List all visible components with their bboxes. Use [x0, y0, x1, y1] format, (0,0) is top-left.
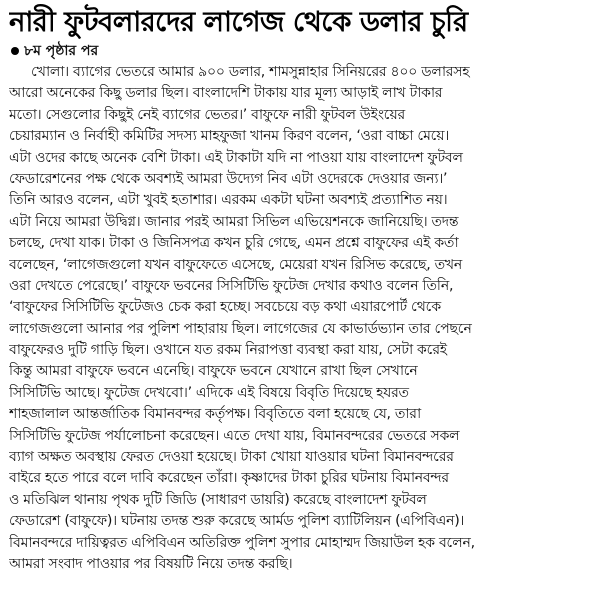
body-line: আরো অনেকের কিছু ডলার ছিল। বাংলাদেশি টাকায় যার মূল্য আড়াই লাখ টাকার: [9, 85, 443, 102]
body-line: সিসিটিভি ফুটেজ পর্যালোচনা করেছেন। এতে দেখা যায়, বিমানবন্দরের ভেতরে সকল: [9, 427, 460, 444]
body-line: ব্যাগ অক্ষত অবস্থায় ফেরত দেওয়া হয়েছে। টাকা খোয়া যাওয়ার ঘটনা বিমানবন্দরের: [9, 449, 454, 466]
bullet-icon: [11, 47, 19, 55]
body-line: বিমানবন্দরে দায়িত্বরত এপিবিএন অতিরিক্ত পুলিশ সুপার মোহাম্মদ জিয়াউল হক বলেন,: [9, 534, 475, 551]
body-line: মতো। সেগুলোর কিছুই নেই ব্যাগের ভেতর।’ বাফুফে নারী ফুটবল উইংয়ের: [9, 106, 405, 123]
continuation-marker: [9, 41, 584, 61]
body-line: তিনি আরও বলেন, এটা খুবই হতাশার। এরকম একটা ঘটনা অবশ্যই প্রত্যাশিত নয়।: [9, 192, 448, 209]
body-line: বাইরে হতে পারে বলে দাবি করেছেন তাঁরা। কৃষ্ণাদের টাকা চুরির ঘটনায় বিমানবন্দর: [9, 470, 449, 487]
body-line: বাফুফেরও দুটি গাড়ি ছিল। ওখানে যত রকম নিরাপত্তা ব্যবস্থা করা যায়, সেটা করেই: [9, 342, 447, 359]
body-line: লাগেজগুলো আনার পর পুলিশ পাহারায় ছিল। লাগেজের যে কাভার্ডভ্যান তার পেছনে: [9, 320, 472, 337]
body-line: আমরা সংবাদ পাওয়ার পর বিষয়টি নিয়ে তদন্ত করছি।: [9, 555, 293, 572]
body-line: এটা নিয়ে আমরা উদ্বিগ্ন। জানার পরই আমরা সিভিল এভিয়েশনকে জানিয়েছি। তদন্ত: [9, 213, 459, 230]
continuation-text: ৮ম পৃষ্ঠার পর: [24, 43, 99, 59]
article-body: [9, 62, 584, 575]
body-line: ‘বাফুফের সিসিটিভি ফুটেজও চেক করা হচ্ছে। সবচেয়ে বড় কথা এয়ারপোর্ট থেকে: [9, 299, 441, 316]
body-line: ওরা দেখতে পেরেছে।’ বাফুফে ভবনের সিসিটিভি ফুটেজ দেখার কথাও বলেন তিনি,: [9, 277, 454, 294]
body-line: এটা ওদের কাছে অনেক বেশি টাকা। এই টাকাটা যদি না পাওয়া যায় বাংলাদেশ ফুটবল: [9, 149, 463, 166]
body-line: শাহজালাল আন্তর্জাতিক বিমানবন্দর কর্তৃপক্ষ। বিবৃতিতে বলা হয়েছে যে, তারা: [9, 406, 421, 423]
body-line: খোলা। ব্যাগের ভেতরে আমার ৯০০ ডলার, শামসুন্নাহার সিনিয়রের ৪০০ ডলারসহ: [31, 64, 470, 80]
body-line: ফেডারেশ (বাফুফে)। ঘটনায় তদন্ত শুরু করেছে আর্মড পুলিশ ব্যাটিলিয়ন (এপিবিএন)।: [9, 513, 465, 530]
body-line: কিন্তু আমরা বাফুফে ভবনে এনেছি। বাফুফে ভবনে যেখানে রাখা ছিল সেখানে: [9, 363, 418, 380]
headline: নারী ফুটবলারদের লাগেজ থেকে ডলার চুরি: [9, 6, 468, 38]
body-line: চেয়ারম্যান ও নির্বাহী কমিটির সদস্য মাহফুজা খানম কিরণ বলেন, ‘ওরা বাচ্চা মেয়ে।: [9, 128, 450, 145]
body-line: ও মতিঝিল থানায় পৃথক দুটি জিডি (সাধারণ ডায়রি) করেছে বাংলাদেশ ফুটবল: [9, 491, 427, 508]
body-line: বলেছেন, ‘লাগেজগুলো যখন বাফুফেতে এসেছে, মেয়েরা যখন রিসিভ করেছে, তখন: [9, 256, 462, 273]
body-line: চলছে, দেখা যাক। টাকা ও জিনিসপত্র কখন চুরি গেছে, এমন প্রশ্নে বাফুফের এই কর্তা: [9, 235, 459, 252]
body-line: সিসিটিভি আছে। ফুটেজ দেখবো।’ এদিকে এই বিষয়ে বিবৃতি দিয়েছে হযরত: [9, 384, 409, 401]
body-line: ফেডারেশনের পক্ষ থেকে অবশ্যই আমরা উদ্যেগ নিব এটা ওদেরকে দেওয়ার জন্য।’: [9, 170, 448, 187]
